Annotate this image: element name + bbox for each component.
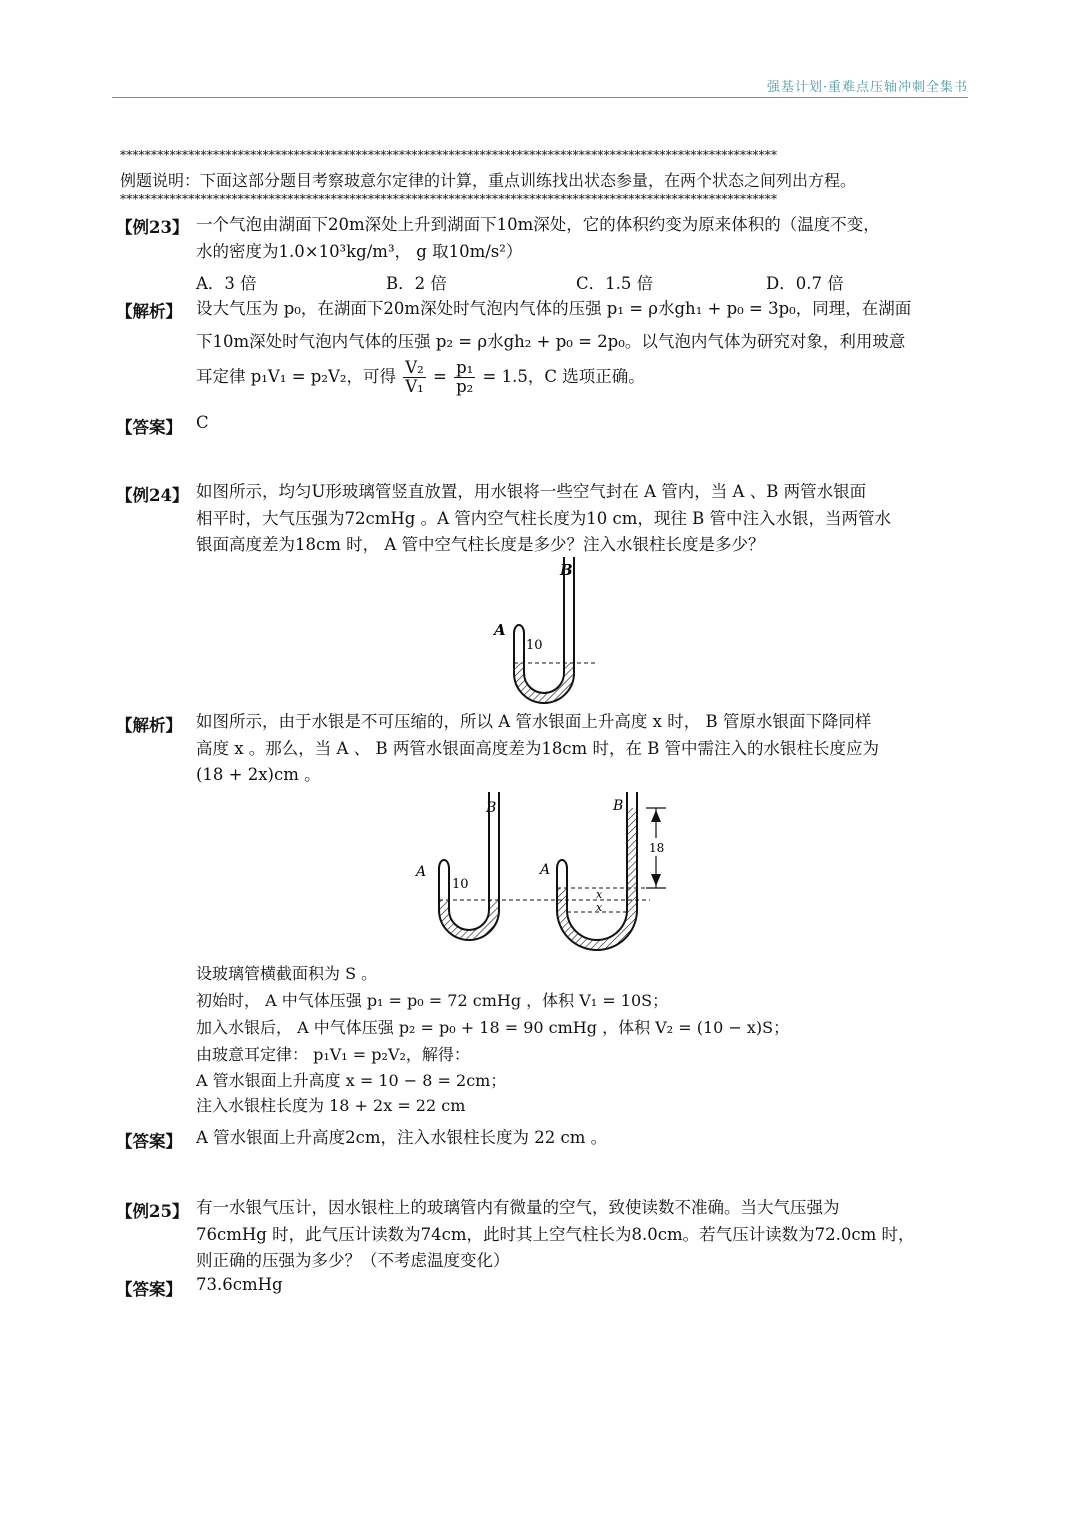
label-x: x — [596, 888, 603, 901]
mercury-fill-right — [557, 808, 637, 950]
example-25-tag: 【例25】 — [116, 1202, 189, 1221]
step-line: 加入水银后， A 中气体压强 p₂ = p₀ + 18 = 90 cmHg ，体积 V₂ = (10 − x)S； — [196, 1018, 790, 1037]
step-line: 由玻意耳定律： p₁V₁ = p₂V₂，解得： — [196, 1045, 470, 1064]
question-line: 有一水银气压计，因水银柱上的玻璃管内有微量的空气，致使读数不准确。当大气压强为 — [196, 1198, 840, 1217]
fraction-denominator: V₁ — [405, 377, 424, 396]
example-24-analysis-tag: 【解析】 — [116, 716, 182, 735]
u-tube-figure-2 — [410, 790, 690, 955]
series-header: 强基计划·重难点压轴冲刺全集书 — [766, 80, 968, 95]
example-25-answer-tag: 【答案】 — [116, 1280, 182, 1299]
step-line: 初始时， A 中气体压强 p₁ = p₀ = 72 cmHg ，体积 V₁ = 10S； — [196, 991, 669, 1010]
label-b-right: B — [613, 798, 624, 814]
fraction-denominator: p₂ — [456, 377, 474, 396]
tube-a-cap — [514, 625, 524, 633]
example-23-answer: C — [196, 413, 209, 432]
option-b: B．2 倍 — [386, 274, 447, 293]
example-25-answer: 73.6cmHg — [196, 1275, 283, 1294]
u-tube-figure-1 — [480, 555, 610, 715]
tube-inner-wall — [449, 792, 489, 930]
label-b: B — [486, 800, 497, 816]
arrow-down-icon — [651, 874, 661, 886]
example-24-tag: 【例24】 — [116, 486, 189, 505]
star-divider-top: ********************************************************************************************************** — [120, 148, 778, 162]
example-23-analysis-tag: 【解析】 — [116, 302, 182, 321]
analysis-line: 下10m深处时气泡内气体的压强 p₂ = ρ水gh₂ + p₀ = 2p₀。以气泡内气体为研究对象，利用玻意 — [196, 331, 906, 351]
example-23-question — [196, 212, 966, 265]
label-a-right: A — [540, 862, 551, 878]
question-line: 相平时，大气压强为72cmHg 。A 管内空气柱长度为10 cm，现往 B 管中注入水银，当两管水 — [196, 508, 891, 528]
tube-a-cap — [439, 860, 449, 868]
example-24-answer: A 管水银面上升高度2cm，注入水银柱长度为 22 cm 。 — [196, 1128, 608, 1147]
question-line: 银面高度差为18cm 时， A 管中空气柱长度是多少？注入水银柱长度是多少？ — [196, 535, 765, 554]
example-23-analysis — [196, 296, 966, 396]
label-b: B — [560, 561, 573, 579]
star-divider-bottom: ********************************************************************************************************** — [120, 192, 778, 206]
step-line: A 管水银面上升高度 x = 10 − 8 = 2cm； — [196, 1071, 507, 1090]
label-18: 18 — [649, 841, 665, 855]
example-24-answer-tag: 【答案】 — [116, 1132, 182, 1151]
analysis-line: 如图所示，由于水银是不可压缩的，所以 A 管水银面上升高度 x 时， B 管原水银面下降同样 — [196, 712, 872, 731]
label-10: 10 — [526, 638, 543, 653]
example-24-question — [196, 479, 966, 559]
tube-inner-wall-right — [567, 792, 627, 940]
tube-inner-wall — [524, 557, 564, 693]
analysis-text: = 1.5，C 选项正确。 — [482, 367, 645, 386]
question-line: 则正确的压强为多少？（不考虑温度变化） — [196, 1251, 510, 1270]
step-line: 设玻璃管横截面积为 S 。 — [196, 964, 378, 983]
question-line: 如图所示，均匀U形玻璃管竖直放置，用水银将一些空气封在 A 管内，当 A 、B 两管水银面 — [196, 482, 867, 501]
question-line: 水的密度为1.0×10³kg/m³， g 取10m/s²） — [196, 241, 523, 261]
fraction-numerator: p₁ — [456, 358, 474, 377]
question-line: 76cmHg 时，此气压计读数为74cm，此时其上空气柱长为8.0cm。若气压计读数为72.0cm 时， — [196, 1224, 915, 1244]
option-d: D．0.7 倍 — [766, 274, 844, 293]
label-a: A — [416, 864, 427, 880]
example-24-steps — [196, 960, 966, 1118]
section-note: 例题说明：下面这部分题目考察玻意尔定律的计算，重点训练找出状态参量，在两个状态之间列出方程。 — [120, 171, 857, 190]
example-23-answer-tag: 【答案】 — [116, 418, 182, 437]
fraction-p — [454, 359, 475, 396]
option-a: A．3 倍 — [196, 274, 257, 293]
analysis-line: (18 + 2x)cm 。 — [196, 765, 321, 784]
example-25-question — [196, 1195, 966, 1275]
question-line: 一个气泡由湖面下20m深处上升到湖面下10m深处，它的体积约变为原来体积的（温度不变， — [196, 215, 880, 234]
fraction-numerator: V₂ — [405, 358, 424, 377]
example-23-tag: 【例23】 — [116, 218, 189, 237]
analysis-text: 耳定律 p₁V₁ = p₂V₂，可得 — [196, 367, 396, 386]
label-a: A — [494, 621, 506, 639]
analysis-line: 高度 x 。那么，当 A 、 B 两管水银面高度差为18cm 时，在 B 管中需注入的水银柱长度应为 — [196, 738, 880, 758]
fraction-v — [403, 359, 426, 396]
option-c: C．1.5 倍 — [576, 274, 654, 293]
step-line: 注入水银柱长度为 18 + 2x = 22 cm — [196, 1096, 466, 1115]
analysis-line: 设大气压为 p₀，在湖面下20m深处时气泡内气体的压强 p₁ = ρ水gh₁ + p₀ = 3p₀，同理，在湖面 — [196, 299, 912, 318]
tube-a-cap-right — [557, 860, 567, 868]
arrow-up-icon — [651, 810, 661, 822]
label-x: x — [596, 901, 603, 914]
example-24-analysis — [196, 709, 966, 789]
header-divider — [112, 97, 968, 98]
analysis-line-fraction — [196, 359, 966, 396]
label-10: 10 — [452, 877, 469, 892]
equals-sign: = — [433, 367, 447, 386]
